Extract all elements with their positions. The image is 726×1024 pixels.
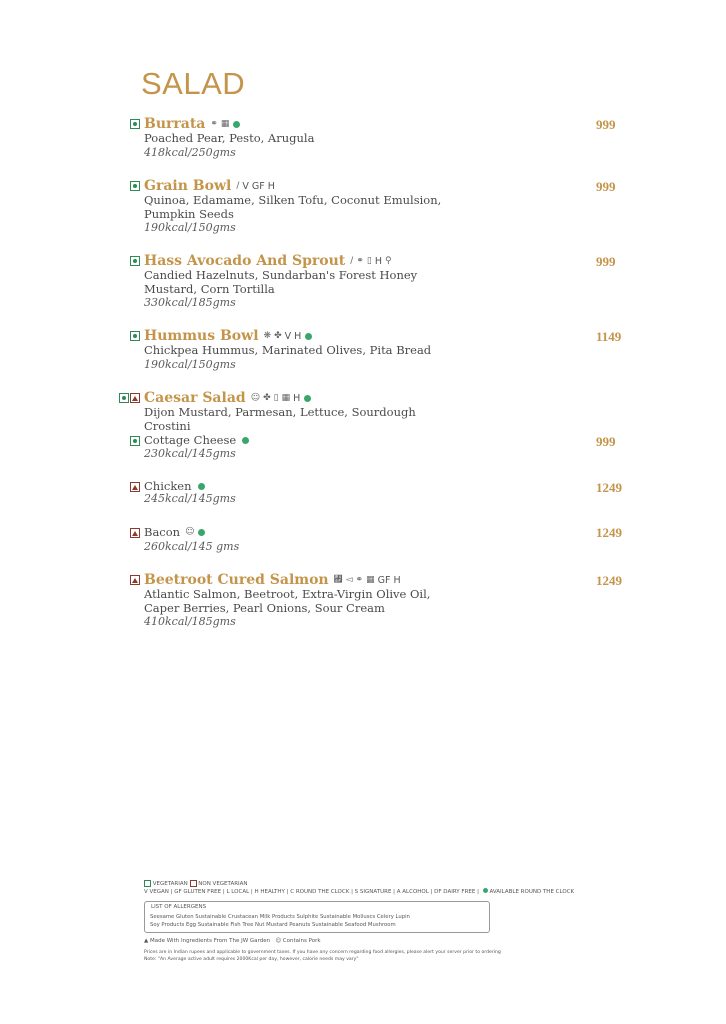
non-veg-icon [190, 880, 197, 887]
item-description: Candied Hazelnuts, Sundarban's Forest Honey Mustard, Corn Tortilla [144, 268, 418, 296]
item-price: 999 [596, 434, 616, 449]
item-name: Caesar Salad [144, 390, 246, 406]
round-the-clock-icon [198, 483, 205, 490]
item-tags [250, 393, 312, 404]
item-tags [184, 527, 205, 537]
item-description: Atlantic Salmon, Beetroot, Extra-Virgin Olive Oil, Caper Berries, Pearl Onions, Sour Cream [144, 587, 431, 615]
non-veg-icon [130, 528, 140, 538]
item-tags [263, 331, 313, 342]
menu-item-hummus-bowl [144, 328, 312, 344]
item-diet-tags: V H [284, 330, 302, 342]
allergen-line-2: Soy Products Egg Sustainable Fish Tree Nut Mustard Peanuts Sustainable Seafood Mushroom [150, 922, 396, 928]
gluten-icon: ✤ [263, 393, 271, 403]
item-tags [349, 256, 391, 267]
gluten-icon: ✤ [274, 331, 282, 341]
celery-icon: ⚭ [355, 575, 364, 585]
jw-garden-label: Made With Ingredients From The JW Garden [149, 938, 271, 944]
item-diet-tags: GF H [377, 574, 401, 586]
veg-icon [130, 436, 140, 446]
fish-icon: ◅ [345, 575, 353, 585]
non-veg-icon [130, 575, 140, 585]
veg-icon [130, 256, 140, 266]
item-diet-tags: V GF H [242, 180, 275, 192]
legend-rtc-label: AVAILABLE ROUND THE CLOCK [489, 889, 575, 895]
round-the-clock-icon [304, 395, 311, 402]
veg-icon [130, 181, 140, 191]
item-kcal: 190kcal/150gms [144, 358, 236, 371]
tree-nut-icon: ⚭ [210, 119, 218, 129]
menu-item-hass-avocado [144, 253, 392, 269]
sulphite-icon: ↏ [333, 575, 343, 585]
legal-note-prices: Prices are in Indian rupees and applicable to government taxes. If you have any concern regarding food allergies, please alert your server prior to ordering [144, 950, 501, 955]
item-price: 1249 [596, 525, 622, 540]
legend-nonveg-label: NON VEGETARIAN [198, 881, 248, 887]
item-description: Chickpea Hummus, Marinated Olives, Pita Bread [144, 343, 432, 357]
item-name: Grain Bowl [144, 178, 232, 194]
item-tags [235, 181, 275, 192]
item-kcal: 190kcal/150gms [144, 221, 236, 234]
mushroom-icon: ⚲ [384, 256, 392, 266]
legend-codes-label: V VEGAN | GF GLUTEN FREE | L LOCAL | H HEALTHY | C ROUND THE CLOCK | S SIGNATURE | A ALCOHOL | DF DAIRY FREE | [144, 889, 479, 895]
pork-label: Contains Pork [282, 938, 321, 944]
item-tags [196, 483, 205, 490]
item-tags [240, 437, 249, 444]
mustard-icon: ▯ [273, 393, 279, 403]
item-kcal: 330kcal/185gms [144, 296, 236, 309]
item-description: Quinoa, Edamame, Silken Tofu, Coconut Emulsion, Pumpkin Seeds [144, 193, 442, 221]
item-price: 999 [596, 117, 616, 132]
menu-item-burrata [144, 116, 240, 132]
round-the-clock-icon [198, 529, 205, 536]
page-title: SALAD [141, 66, 246, 101]
round-the-clock-icon [483, 888, 488, 893]
non-veg-icon [130, 393, 140, 403]
item-kcal: 410kcal/185gms [144, 615, 236, 628]
item-name: Beetroot Cured Salmon [144, 572, 329, 588]
item-tags [333, 575, 401, 586]
sesame-icon: ❋ [263, 331, 272, 341]
round-the-clock-icon [242, 437, 249, 444]
veg-icon [130, 119, 140, 129]
non-veg-icon [130, 482, 140, 492]
item-price: 1149 [596, 329, 622, 344]
menu-subitem-cottage-cheese [144, 433, 249, 447]
veg-icon [119, 393, 129, 403]
soy-icon: ∕ [350, 256, 354, 266]
item-description: Dijon Mustard, Parmesan, Lettuce, Sourdough Crostini [144, 405, 416, 433]
legal-note-kcal: Note: "An Average active adult requires 2000Kcal per day, however, calorie needs may vary" [144, 957, 359, 962]
milk-icon: ▦ [281, 393, 291, 403]
item-name: Bacon [144, 525, 181, 539]
tree-nut-icon: ⚭ [356, 256, 364, 266]
item-kcal: 230kcal/145gms [144, 447, 236, 460]
legend-veg-label: VEGETARIAN [152, 881, 188, 887]
item-name: Hass Avocado And Sprout [144, 253, 346, 269]
veg-icon [144, 880, 151, 887]
milk-icon: ▦ [220, 119, 230, 129]
item-price: 999 [596, 254, 616, 269]
soy-icon: ∕ [236, 181, 240, 191]
pork-icon: ☺ [275, 938, 282, 944]
item-name: Chicken [144, 479, 192, 493]
pork-icon: ☺ [250, 393, 261, 403]
legend-veg-nonveg [144, 880, 248, 887]
allergen-title: LIST OF ALLERGENS [151, 904, 207, 910]
veg-icon [130, 331, 140, 341]
item-price: 999 [596, 179, 616, 194]
legend-jw-garden [144, 938, 321, 944]
item-kcal: 418kcal/250gms [144, 146, 236, 159]
menu-subitem-bacon [144, 525, 205, 539]
item-kcal: 260kcal/145 gms [144, 540, 240, 553]
pork-icon: ☺ [185, 527, 195, 537]
item-diet-tags: H [293, 392, 301, 404]
mustard-icon: ▯ [366, 256, 372, 266]
menu-item-grain-bowl [144, 178, 275, 194]
item-name: Burrata [144, 116, 206, 132]
item-price: 1249 [596, 573, 622, 588]
allergen-line-1: Seesame Gluten Sustainable Crustacean Milk Products Sulphite Sustainable Molluscs Celery Lupin [150, 914, 410, 920]
item-name: Hummus Bowl [144, 328, 259, 344]
item-price: 1249 [596, 480, 622, 495]
item-description: Poached Pear, Pesto, Arugula [144, 131, 315, 145]
item-kcal: 245kcal/145gms [144, 492, 236, 505]
legend-diet-codes [144, 888, 574, 895]
menu-item-beetroot-salmon [144, 572, 401, 588]
allergen-list [144, 901, 490, 933]
item-name: Cottage Cheese [144, 433, 237, 447]
menu-item-caesar-salad [144, 390, 311, 406]
round-the-clock-icon [233, 121, 240, 128]
round-the-clock-icon [305, 333, 312, 340]
menu-subitem-chicken [144, 479, 205, 493]
milk-icon: ▦ [366, 575, 375, 585]
item-tags [209, 119, 240, 129]
jw-garden-icon: ▲ [144, 938, 149, 944]
item-diet-tags: H [374, 255, 382, 267]
